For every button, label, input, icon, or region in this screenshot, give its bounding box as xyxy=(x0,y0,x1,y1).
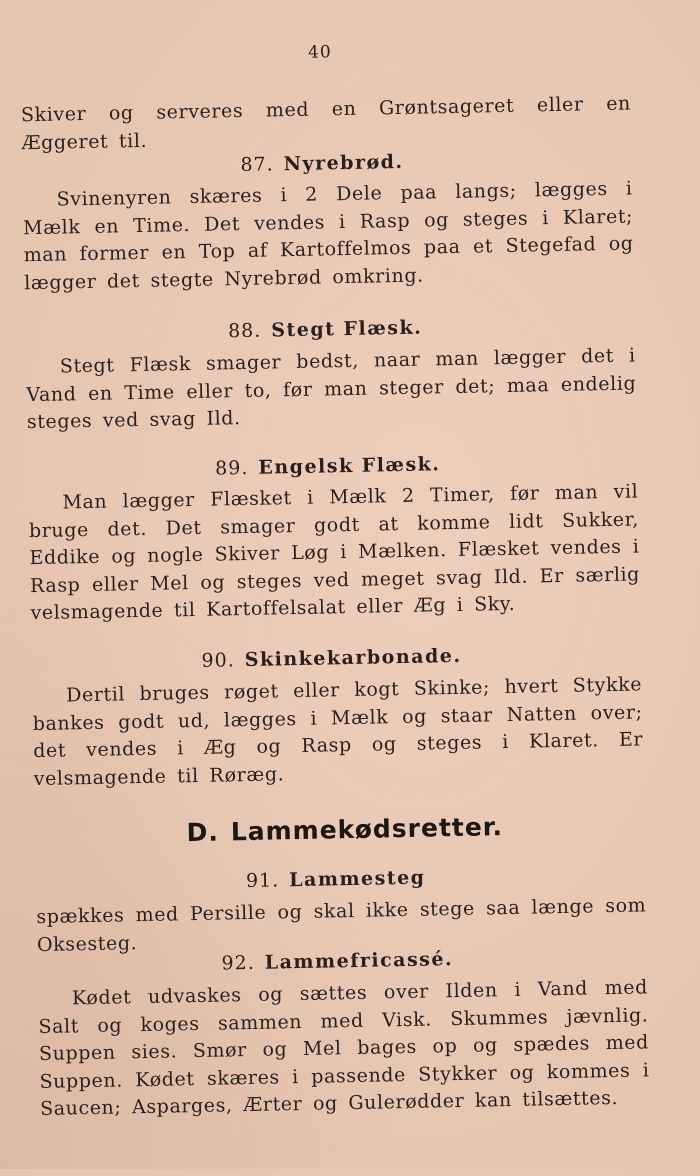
recipe-number: 87. xyxy=(240,153,274,177)
section-title: Lammekødsretter. xyxy=(230,812,504,847)
recipe-text-92: Kødet udvaskes og sættes over Ilden i Vand med Salt og koges sammen med Visk. Skummes jævnlig. Suppen sies. Smør og Mel bages op og spædes med Suppen. Kødet skæres i passende Stykker og kommes i Saucen; Asparges, Ærter og Gulerødder kan tilsættes. xyxy=(38,976,650,1121)
recipe-text-91: spækkes med Persille og skal ikke stege saa længe som Oksesteg. xyxy=(36,894,647,956)
recipe-title: Lammesteg xyxy=(288,866,426,892)
recipe-title: Engelsk Flæsk. xyxy=(258,453,441,479)
recipe-heading-91 xyxy=(6,862,666,897)
page-number: 40 xyxy=(307,42,332,63)
recipe-number: 88. xyxy=(227,319,262,343)
section-letter: D. xyxy=(186,817,220,848)
recipe-title: Skinkekarbonade. xyxy=(244,644,462,672)
recipe-text-88: Stegt Flæsk smager bedst, naar man lægger det i Vand en Time eller to, før man steger det; maa endelig steges ved svag Ild. xyxy=(26,344,637,434)
recipe-text-89: Man lægger Flæsket i Mælk 2 Timer, før man vil bruge det. Det smager godt at komme lidt Sukker, Eddike og nogle Skiver Løg i Mælken. Flæsket vendes i Rasp eller Mel og steges ved meget svag Ild. Er særlig velsmagende til Kartoffelsalat eller Æg i Sky. xyxy=(28,480,641,625)
recipe-number: 89. xyxy=(214,456,249,480)
recipe-title: Lammefricassé. xyxy=(264,948,454,974)
recipe-title: Stegt Flæsk. xyxy=(271,316,423,342)
recipe-text-87: Svinenyren skæres i 2 Dele paa langs; lægges i Mælk en Time. Det vendes i Rasp og steges i Klaret; man former en Top af Kartoffelmos paa et Stegefad og lægger det stegte Nyrebrød omkring. xyxy=(22,177,634,294)
recipe-heading-88 xyxy=(0,312,655,347)
recipe-heading-90 xyxy=(1,641,661,676)
recipe-heading-89 xyxy=(0,449,658,484)
recipe-text-90: Dertil bruges røget eller kogt Skinke; hvert Stykke bankes godt ud, lægges i Mælk og staar Natten over; det vendes i Æg og Rasp og steges i Klaret. Er velsmagende til Røræg. xyxy=(32,673,644,790)
section-heading xyxy=(5,809,685,851)
recipe-title: Nyrebrød. xyxy=(283,150,404,176)
recipe-number: 92. xyxy=(221,951,255,975)
top-paragraph: Skiver og serveres med en Grøntsageret eller en Æggeret til. xyxy=(20,92,632,154)
recipe-number: 90. xyxy=(201,649,235,672)
recipe-number: 91. xyxy=(245,869,280,893)
